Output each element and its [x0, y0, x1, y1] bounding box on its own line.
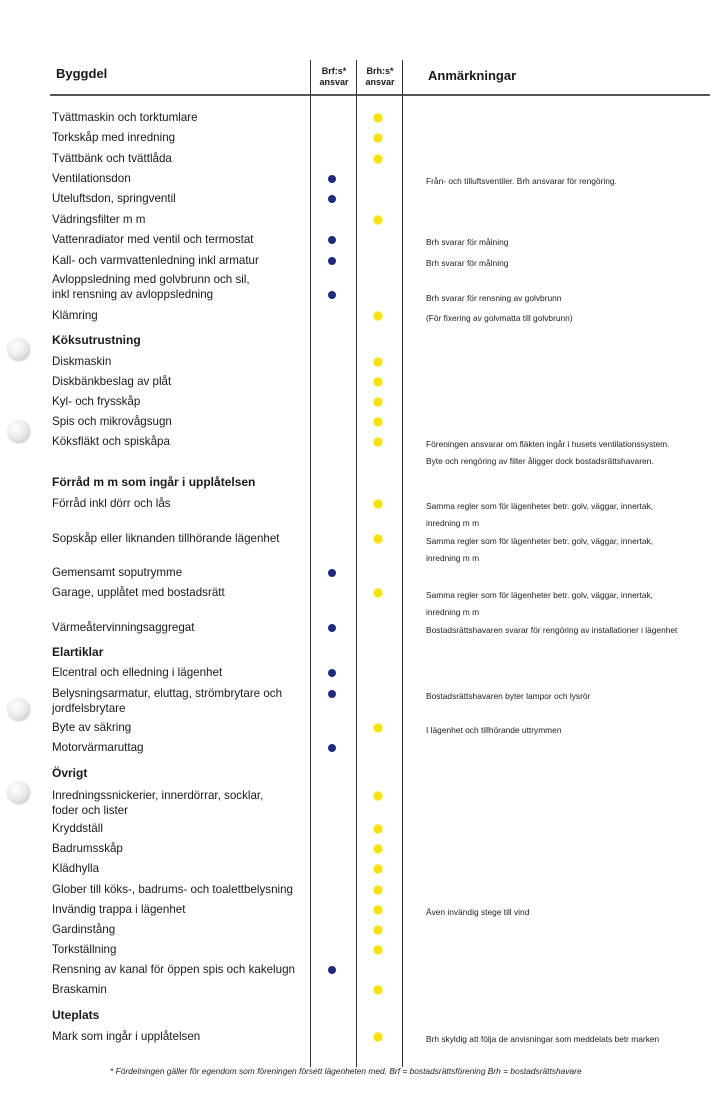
row-label: Gardinstång: [52, 923, 116, 936]
section-title: Elartiklar: [52, 645, 104, 659]
row-label: Diskmaskin: [52, 355, 112, 368]
brh-responsibility-dot: [374, 792, 382, 800]
brh-responsibility-dot: [374, 724, 382, 732]
row-remark: Bostadsrättshavaren svarar för rengöring av installationer i lägenhet: [426, 625, 678, 635]
brh-responsibility-dot: [374, 358, 382, 366]
row-label: Torkskåp med inredning: [52, 131, 176, 144]
column-divider-1: [310, 60, 311, 1067]
brf-responsibility-dot: [328, 569, 336, 577]
row-label: Invändig trappa i lägenhet: [52, 903, 186, 916]
binder-hole: [8, 338, 30, 360]
row-label: Köksfläkt och spiskåpa: [52, 435, 170, 448]
brh-responsibility-dot: [374, 946, 382, 954]
row-label: Glober till köks-, badrums- och toalettbelysning: [52, 883, 294, 896]
row-remark: Samma regler som för lägenheter betr. golv, väggar, innertak, inredning m m: [426, 536, 654, 563]
brh-responsibility-dot: [374, 216, 382, 224]
section-title: Uteplats: [52, 1008, 100, 1022]
row-label: Tvättmaskin och torktumlare: [52, 111, 198, 124]
row-label: Uteluftsdon, springventil: [52, 192, 176, 205]
row-label: Mark som ingår i upplåtelsen: [52, 1030, 201, 1043]
section-title: Förråd m m som ingår i upplåtelsen: [52, 475, 256, 489]
brf-responsibility-dot: [328, 669, 336, 677]
brh-responsibility-dot: [374, 825, 382, 833]
brh-responsibility-dot: [374, 114, 382, 122]
row-label: Kall- och varmvattenledning inkl armatur: [52, 254, 259, 267]
brf-responsibility-dot: [328, 744, 336, 752]
row-remark: Från- och tilluftsventiler. Brh ansvarar för rengöring.: [426, 176, 617, 186]
row-remark: Även invändig stege till vind: [426, 907, 530, 917]
row-remark: I lägenhet och tillhörande uttrymmen: [426, 725, 562, 735]
row-label: Vattenradiator med ventil och termostat: [52, 233, 254, 246]
row-label: Kyl- och frysskåp: [52, 395, 141, 408]
brh-responsibility-dot: [374, 418, 382, 426]
brh-responsibility-dot: [374, 398, 382, 406]
binder-hole: [8, 698, 30, 720]
row-label: Kryddställ: [52, 822, 103, 835]
footnote: * Fördelningen gäller för egendom som föreningen försett lägenheten med. Brf = bostadsrättsförening Brh = bostadsrättshavare: [110, 1066, 582, 1076]
brh-responsibility-dot: [374, 438, 382, 446]
row-label: Klämring: [52, 309, 98, 322]
brh-responsibility-dot: [374, 865, 382, 873]
header-byggdel: Byggdel: [56, 66, 108, 81]
brf-responsibility-dot: [328, 175, 336, 183]
section-title: Övrigt: [52, 766, 88, 780]
brh-responsibility-dot: [374, 312, 382, 320]
brh-responsibility-dot: [374, 535, 382, 543]
row-label: Rensning av kanal för öppen spis och kakelugn: [52, 963, 295, 976]
row-label: Belysningsarmatur, eluttag, strömbrytare och jordfelsbrytare: [52, 687, 283, 715]
header-brf-ansvar: Brf:s* ansvar: [319, 66, 349, 87]
row-remark: Brh skyldig att följa de anvisningar som meddelats betr marken: [426, 1034, 660, 1044]
section-title: Köksutrustning: [52, 333, 141, 347]
table-header: [50, 58, 710, 96]
brh-responsibility-dot: [374, 926, 382, 934]
column-divider-3: [402, 60, 403, 1067]
brf-responsibility-dot: [328, 195, 336, 203]
row-label: Avloppsledning med golvbrunn och sil, inkl rensning av avloppsledning: [52, 273, 250, 301]
row-label: Motorvärmaruttag: [52, 741, 144, 754]
row-label: Värmeåtervinningsaggregat: [52, 621, 195, 634]
binder-hole: [8, 781, 30, 803]
brh-responsibility-dot: [374, 155, 382, 163]
brf-responsibility-dot: [328, 291, 336, 299]
row-label: Vädringsfilter m m: [52, 213, 146, 226]
row-label: Ventilationsdon: [52, 172, 131, 185]
row-label: Elcentral och elledning i lägenhet: [52, 666, 223, 679]
row-label: Byte av säkring: [52, 721, 132, 734]
row-remark: Bostadsrättshavaren byter lampor och lysrör: [426, 691, 591, 701]
row-label: Sopskåp eller liknanden tillhörande lägenhet: [52, 532, 280, 545]
brh-responsibility-dot: [374, 134, 382, 142]
row-label: Tvättbänk och tvättlåda: [52, 152, 172, 165]
row-remark: Samma regler som för lägenheter betr. golv, väggar, innertak, inredning m m: [426, 590, 654, 617]
row-remark: Samma regler som för lägenheter betr. golv, väggar, innertak, inredning m m: [426, 501, 654, 528]
brf-responsibility-dot: [328, 624, 336, 632]
brh-responsibility-dot: [374, 845, 382, 853]
brf-responsibility-dot: [328, 690, 336, 698]
brh-responsibility-dot: [374, 886, 382, 894]
brh-responsibility-dot: [374, 500, 382, 508]
header-brh-ansvar: Brh:s* ansvar: [365, 66, 395, 87]
row-label: Gemensamt soputrymme: [52, 566, 183, 579]
row-remark: Brh svarar för rensning av golvbrunn: [426, 293, 562, 303]
row-label: Förråd inkl dörr och lås: [52, 497, 171, 510]
brh-responsibility-dot: [374, 378, 382, 386]
row-label: Badrumsskåp: [52, 842, 123, 855]
row-label: Braskamin: [52, 983, 107, 996]
brh-responsibility-dot: [374, 986, 382, 994]
header-anmarkningar: Anmärkningar: [428, 68, 517, 83]
binder-hole: [8, 420, 30, 442]
row-remark: Föreningen ansvarar om fläkten ingår i husets ventilationssystem. Byte och rengöring av filter åligger dock bostadsrättshavaren.: [426, 439, 670, 466]
brh-responsibility-dot: [374, 589, 382, 597]
row-remark: (För fixering av golvmatta till golvbrunn): [426, 313, 573, 323]
row-label: Diskbänkbeslag av plåt: [52, 375, 172, 388]
row-label: Inredningssnickerier, innerdörrar, socklar, foder och lister: [52, 789, 264, 817]
row-label: Klädhylla: [52, 862, 100, 875]
column-divider-2: [356, 60, 357, 1067]
brf-responsibility-dot: [328, 966, 336, 974]
brf-responsibility-dot: [328, 257, 336, 265]
row-remark: Brh svarar för målning: [426, 237, 509, 247]
row-remark: Brh svarar för målning: [426, 258, 509, 268]
brf-responsibility-dot: [328, 236, 336, 244]
row-label: Spis och mikrovågsugn: [52, 415, 172, 428]
brh-responsibility-dot: [374, 906, 382, 914]
row-label: Torkställning: [52, 943, 117, 956]
row-label: Garage, upplåtet med bostadsrätt: [52, 586, 225, 599]
brh-responsibility-dot: [374, 1033, 382, 1041]
